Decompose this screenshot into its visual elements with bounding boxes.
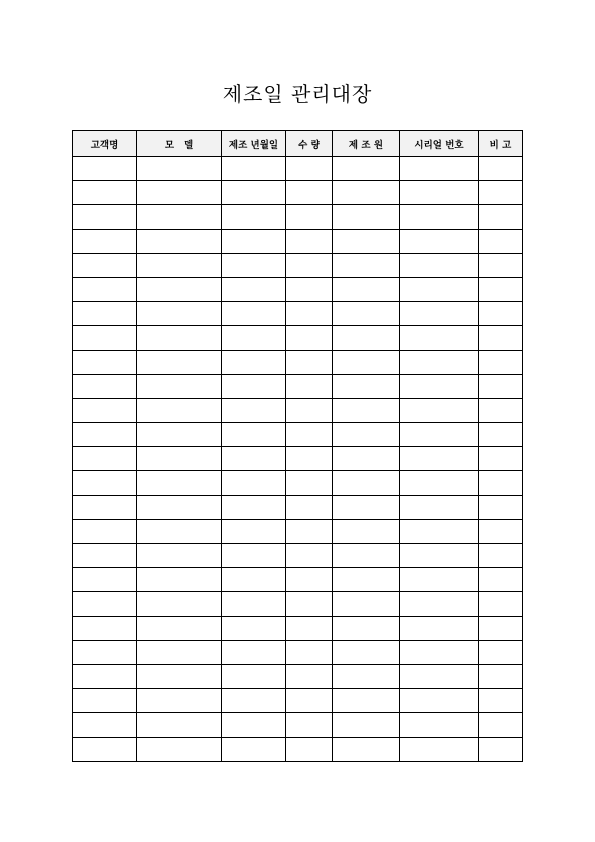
table-cell-remarks[interactable] (479, 229, 523, 253)
table-cell-manufacture-date[interactable] (222, 471, 286, 495)
table-cell-remarks[interactable] (479, 568, 523, 592)
table-row (73, 495, 523, 519)
table-cell-customer-name[interactable] (73, 471, 137, 495)
table-cell-model[interactable] (137, 544, 222, 568)
table-cell-model[interactable] (137, 326, 222, 350)
table-cell-customer-name[interactable] (73, 350, 137, 374)
table-cell-manufacture-date[interactable] (222, 205, 286, 229)
table-row (73, 447, 523, 471)
table-cell-manufacture-date[interactable] (222, 737, 286, 761)
table-cell-model[interactable] (137, 495, 222, 519)
table-cell-manufacture-date[interactable] (222, 640, 286, 664)
table-cell-customer-name[interactable] (73, 544, 137, 568)
table-cell-serial-number[interactable] (400, 181, 479, 205)
table-cell-model[interactable] (137, 471, 222, 495)
table-cell-serial-number[interactable] (400, 640, 479, 664)
table-cell-manufacture-date[interactable] (222, 157, 286, 181)
table-body (73, 157, 523, 762)
table-cell-manufacturer[interactable] (333, 519, 400, 543)
table-cell-customer-name[interactable] (73, 568, 137, 592)
table-row (73, 544, 523, 568)
column-header-remarks: 비 고 (479, 131, 523, 157)
table-cell-manufacturer[interactable] (333, 616, 400, 640)
table-cell-remarks[interactable] (479, 689, 523, 713)
table-cell-manufacture-date[interactable] (222, 447, 286, 471)
table-row (73, 664, 523, 688)
table-cell-model[interactable] (137, 205, 222, 229)
table-cell-manufacturer[interactable] (333, 737, 400, 761)
table-cell-manufacture-date[interactable] (222, 398, 286, 422)
table-cell-manufacturer[interactable] (333, 544, 400, 568)
table-cell-manufacturer[interactable] (333, 423, 400, 447)
table-row (73, 157, 523, 181)
table-cell-model[interactable] (137, 157, 222, 181)
table-cell-serial-number[interactable] (400, 374, 479, 398)
table-cell-remarks[interactable] (479, 664, 523, 688)
table-cell-remarks[interactable] (479, 374, 523, 398)
table-cell-serial-number[interactable] (400, 616, 479, 640)
table-row (73, 640, 523, 664)
table-cell-model[interactable] (137, 616, 222, 640)
table-cell-manufacturer[interactable] (333, 664, 400, 688)
table-cell-serial-number[interactable] (400, 495, 479, 519)
table-cell-quantity[interactable] (286, 519, 333, 543)
table-cell-customer-name[interactable] (73, 713, 137, 737)
table-cell-manufacture-date[interactable] (222, 592, 286, 616)
table-cell-manufacture-date[interactable] (222, 616, 286, 640)
table-cell-remarks[interactable] (479, 205, 523, 229)
table-cell-customer-name[interactable] (73, 205, 137, 229)
table-cell-serial-number[interactable] (400, 471, 479, 495)
table-cell-manufacturer[interactable] (333, 253, 400, 277)
table-cell-manufacturer[interactable] (333, 713, 400, 737)
table-cell-model[interactable] (137, 350, 222, 374)
table-cell-manufacturer[interactable] (333, 205, 400, 229)
table-cell-manufacture-date[interactable] (222, 350, 286, 374)
table-cell-quantity[interactable] (286, 326, 333, 350)
table-row (73, 181, 523, 205)
table-row (73, 326, 523, 350)
table-cell-quantity[interactable] (286, 181, 333, 205)
table-cell-model[interactable] (137, 568, 222, 592)
table-row (73, 689, 523, 713)
table-row (73, 519, 523, 543)
table-cell-manufacturer[interactable] (333, 689, 400, 713)
table-row (73, 277, 523, 301)
table-cell-manufacturer[interactable] (333, 640, 400, 664)
table-cell-serial-number[interactable] (400, 205, 479, 229)
table-cell-model[interactable] (137, 302, 222, 326)
table-cell-quantity[interactable] (286, 253, 333, 277)
table-cell-customer-name[interactable] (73, 592, 137, 616)
table-cell-quantity[interactable] (286, 737, 333, 761)
table-cell-remarks[interactable] (479, 544, 523, 568)
table-cell-manufacture-date[interactable] (222, 181, 286, 205)
table-cell-model[interactable] (137, 229, 222, 253)
table-cell-customer-name[interactable] (73, 181, 137, 205)
table-cell-remarks[interactable] (479, 519, 523, 543)
table-cell-customer-name[interactable] (73, 616, 137, 640)
table-cell-quantity[interactable] (286, 157, 333, 181)
table-cell-quantity[interactable] (286, 277, 333, 301)
table-cell-customer-name[interactable] (73, 447, 137, 471)
table-cell-manufacturer[interactable] (333, 157, 400, 181)
table-cell-manufacturer[interactable] (333, 350, 400, 374)
table-cell-manufacture-date[interactable] (222, 423, 286, 447)
column-header-manufacture-date: 제조 년월일 (222, 131, 286, 157)
table-cell-serial-number[interactable] (400, 253, 479, 277)
table-cell-serial-number[interactable] (400, 277, 479, 301)
table-cell-manufacturer[interactable] (333, 374, 400, 398)
table-row (73, 398, 523, 422)
table-cell-model[interactable] (137, 737, 222, 761)
column-header-quantity: 수 량 (286, 131, 333, 157)
table-cell-manufacturer[interactable] (333, 398, 400, 422)
table-cell-remarks[interactable] (479, 350, 523, 374)
table-cell-quantity[interactable] (286, 229, 333, 253)
table-row (73, 350, 523, 374)
table-cell-serial-number[interactable] (400, 568, 479, 592)
column-header-customer-name: 고객명 (73, 131, 137, 157)
table-cell-model[interactable] (137, 519, 222, 543)
table-cell-serial-number[interactable] (400, 423, 479, 447)
table-cell-quantity[interactable] (286, 568, 333, 592)
table-cell-model[interactable] (137, 447, 222, 471)
table-cell-quantity[interactable] (286, 447, 333, 471)
table-row (73, 205, 523, 229)
table-cell-quantity[interactable] (286, 398, 333, 422)
table-cell-model[interactable] (137, 664, 222, 688)
table-cell-manufacturer[interactable] (333, 592, 400, 616)
table-cell-manufacture-date[interactable] (222, 664, 286, 688)
table-cell-remarks[interactable] (479, 253, 523, 277)
table-cell-remarks[interactable] (479, 423, 523, 447)
table-cell-manufacturer[interactable] (333, 471, 400, 495)
manufacturing-date-ledger-table (72, 130, 523, 762)
table-cell-quantity[interactable] (286, 374, 333, 398)
table-cell-serial-number[interactable] (400, 326, 479, 350)
table-cell-remarks[interactable] (479, 592, 523, 616)
table-cell-remarks[interactable] (479, 471, 523, 495)
table-cell-remarks[interactable] (479, 447, 523, 471)
table-cell-manufacturer[interactable] (333, 495, 400, 519)
table-cell-manufacture-date[interactable] (222, 277, 286, 301)
table-cell-remarks[interactable] (479, 616, 523, 640)
table-row (73, 423, 523, 447)
table-cell-quantity[interactable] (286, 423, 333, 447)
table-cell-customer-name[interactable] (73, 157, 137, 181)
table-cell-quantity[interactable] (286, 640, 333, 664)
table-cell-manufacturer[interactable] (333, 447, 400, 471)
table-cell-customer-name[interactable] (73, 398, 137, 422)
table-cell-quantity[interactable] (286, 592, 333, 616)
table-cell-manufacturer[interactable] (333, 181, 400, 205)
table-cell-manufacture-date[interactable] (222, 689, 286, 713)
table-cell-manufacture-date[interactable] (222, 374, 286, 398)
table-cell-serial-number[interactable] (400, 689, 479, 713)
table-cell-serial-number[interactable] (400, 592, 479, 616)
table-cell-customer-name[interactable] (73, 689, 137, 713)
table-cell-quantity[interactable] (286, 205, 333, 229)
table-row (73, 374, 523, 398)
table-cell-model[interactable] (137, 253, 222, 277)
table-cell-customer-name[interactable] (73, 640, 137, 664)
table-header-row (73, 131, 523, 157)
table-row (73, 302, 523, 326)
table-cell-manufacture-date[interactable] (222, 519, 286, 543)
table-cell-quantity[interactable] (286, 689, 333, 713)
table-cell-remarks[interactable] (479, 157, 523, 181)
table-row (73, 568, 523, 592)
table-cell-model[interactable] (137, 713, 222, 737)
table-cell-remarks[interactable] (479, 181, 523, 205)
table-cell-remarks[interactable] (479, 302, 523, 326)
table-cell-manufacturer[interactable] (333, 326, 400, 350)
page-title: 제조일 관리대장 (222, 82, 373, 106)
table-cell-serial-number[interactable] (400, 664, 479, 688)
table-cell-model[interactable] (137, 398, 222, 422)
table-cell-manufacturer[interactable] (333, 568, 400, 592)
table-cell-customer-name[interactable] (73, 326, 137, 350)
table-cell-quantity[interactable] (286, 495, 333, 519)
table-cell-remarks[interactable] (479, 713, 523, 737)
table-cell-manufacturer[interactable] (333, 229, 400, 253)
table-cell-customer-name[interactable] (73, 664, 137, 688)
table-cell-manufacture-date[interactable] (222, 326, 286, 350)
table-cell-serial-number[interactable] (400, 302, 479, 326)
table-cell-manufacture-date[interactable] (222, 229, 286, 253)
table-cell-customer-name[interactable] (73, 374, 137, 398)
table-cell-model[interactable] (137, 277, 222, 301)
table-row (73, 592, 523, 616)
table-cell-manufacture-date[interactable] (222, 495, 286, 519)
table-cell-quantity[interactable] (286, 713, 333, 737)
table-row (73, 471, 523, 495)
table-cell-customer-name[interactable] (73, 253, 137, 277)
table-cell-quantity[interactable] (286, 350, 333, 374)
table-cell-model[interactable] (137, 640, 222, 664)
table-cell-serial-number[interactable] (400, 447, 479, 471)
table-cell-manufacture-date[interactable] (222, 544, 286, 568)
table-cell-manufacturer[interactable] (333, 302, 400, 326)
table-cell-customer-name[interactable] (73, 737, 137, 761)
table-cell-remarks[interactable] (479, 277, 523, 301)
table-cell-customer-name[interactable] (73, 277, 137, 301)
table-cell-customer-name[interactable] (73, 495, 137, 519)
column-header-serial-number: 시리얼 번호 (400, 131, 479, 157)
table-row (73, 616, 523, 640)
table-cell-quantity[interactable] (286, 544, 333, 568)
table-cell-model[interactable] (137, 374, 222, 398)
table-cell-serial-number[interactable] (400, 350, 479, 374)
column-header-manufacturer: 제 조 원 (333, 131, 400, 157)
table-cell-model[interactable] (137, 592, 222, 616)
table-cell-customer-name[interactable] (73, 229, 137, 253)
table-cell-manufacture-date[interactable] (222, 568, 286, 592)
table-cell-serial-number[interactable] (400, 713, 479, 737)
table-cell-manufacture-date[interactable] (222, 253, 286, 277)
table-cell-model[interactable] (137, 689, 222, 713)
table-cell-model[interactable] (137, 423, 222, 447)
table-cell-customer-name[interactable] (73, 519, 137, 543)
table-cell-manufacture-date[interactable] (222, 302, 286, 326)
table-cell-remarks[interactable] (479, 326, 523, 350)
table-cell-remarks[interactable] (479, 398, 523, 422)
table-cell-serial-number[interactable] (400, 398, 479, 422)
table-cell-manufacturer[interactable] (333, 277, 400, 301)
table-row (73, 229, 523, 253)
table-cell-remarks[interactable] (479, 495, 523, 519)
table-cell-quantity[interactable] (286, 471, 333, 495)
table-cell-serial-number[interactable] (400, 544, 479, 568)
table-cell-manufacture-date[interactable] (222, 713, 286, 737)
column-header-model: 모 델 (137, 131, 222, 157)
table-row (73, 737, 523, 761)
table-cell-customer-name[interactable] (73, 302, 137, 326)
table-cell-quantity[interactable] (286, 616, 333, 640)
table-cell-remarks[interactable] (479, 737, 523, 761)
table-cell-customer-name[interactable] (73, 423, 137, 447)
table-cell-model[interactable] (137, 181, 222, 205)
table-cell-remarks[interactable] (479, 640, 523, 664)
table-cell-serial-number[interactable] (400, 519, 479, 543)
table-cell-serial-number[interactable] (400, 157, 479, 181)
table-cell-quantity[interactable] (286, 664, 333, 688)
table-row (73, 253, 523, 277)
table-cell-serial-number[interactable] (400, 229, 479, 253)
table-cell-serial-number[interactable] (400, 737, 479, 761)
table-row (73, 713, 523, 737)
table-cell-quantity[interactable] (286, 302, 333, 326)
